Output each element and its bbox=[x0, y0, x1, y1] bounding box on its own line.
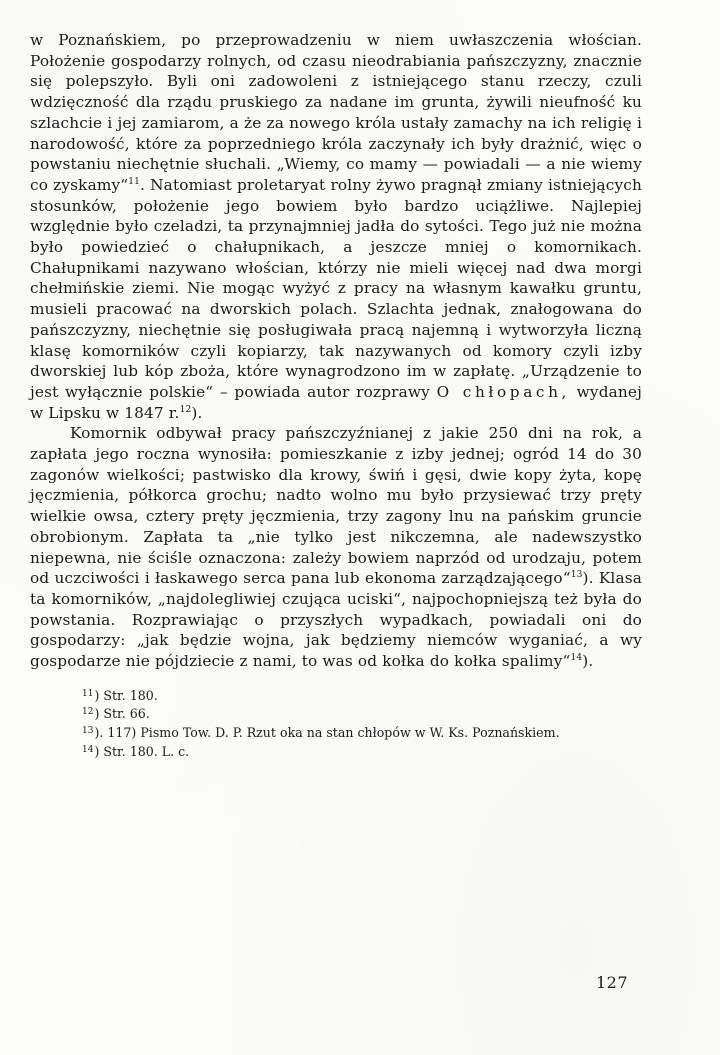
book-title-o-chlopach: O chłopach, bbox=[436, 382, 570, 401]
paragraph-2 bbox=[30, 423, 642, 671]
paragraph-1-text-a: w Poznańskiem, po przeprowadzeniu w niem uwłaszczenia włościan. Położenie gospodarzy rolnych, od czasu nieodrabiania pańszczyzny, znacznie się polepszyło. Byli oni zadowoleni z istniejącego stanu rzeczy, czuli wdzięczność dla rządu pruskiego za nadane im grunta, żywili nieufność ku szlachcie i jej zamiarom, a że za nowego króla ustały zamachy na ich religię i narodowość, które za poprzedniego króla zaczynały ich były drażnić, więc o powstaniu niechętnie słuchali. „Wiemy, co mamy — powiadali — a nie wiemy co zyskamy“ bbox=[30, 31, 642, 194]
footnote-14 bbox=[30, 742, 642, 761]
paragraph-1-text-c: wydanej w Lipsku w 1847 r. bbox=[30, 382, 643, 422]
footnote-text: ) Str. 66. bbox=[94, 706, 150, 722]
footnote-13 bbox=[30, 723, 642, 742]
paragraph-1-text-d: ). bbox=[191, 403, 203, 422]
paragraph-1-text-b: . Natomiast proletaryat rolny żywo pragnął zmiany istniejących stosunków, położenie jego bowiem było bardzo uciążliwe. Najlepiej względnie było czeladzi, ta przynajmniej jadła do sytości. Tego już nie można było powiedzieć o chałupnikach, a jeszcze mniej o komornikach. Chałupnikami nazywano włościan, którzy nie mieli więcej nad dwa morgi chełmińskie ziemi. Nie mogąc wyżyć z pracy na własnym kawałku gruntu, musieli pracować na dworskich polach. Szlachta jednak, znałogowana do pańszczyzny, niechętnie się posługiwała pracą najemną i wytworzyła liczną klasę komorników czyli kopiarzy, tak nazywanych od komory czyli izby dworskiej lub kóp zboża, które wynagrodzono im w zapłatę. „Urządzenie to jest wyłącznie polskie“ – powiada autor rozprawy bbox=[30, 175, 642, 401]
paragraph-2-text-a: Komornik odbywał pracy pańszczyźnianej z jakie 250 dni na rok, a zapłata jego roczna wynosiła: pomieszkanie z izby jednej; ogród 14 do 30 zagonów wielkości; pastwisko dla krowy, świń i gęsi, dwie kopy żyta, kopę jęczmienia, półkorca grochu; nadto wolno mu było przysiewać trzy pręty wielkie owsa, cztery pręty jęczmienia, trzy zagony lnu na pańskim gruncie obrobionym. Zapłata ta „nie tylko jest nikczemna, ale nadewszystko niepewna, nie ściśle oznaczona: zależy bowiem naprzód od urodzaju, potem od uczciwości i łaskawego serca pana lub ekonoma zarządzającego“ bbox=[30, 424, 642, 588]
footnote-text: ) Str. 180. bbox=[94, 687, 158, 703]
paragraph-2-text-c: ). bbox=[582, 652, 594, 671]
footnote-ref-12: 12 bbox=[179, 404, 192, 415]
footnote-number: 14 bbox=[82, 744, 94, 755]
main-text bbox=[30, 30, 642, 672]
paragraph-2-text-b: ). Klasa ta komorników, „najdolegliwiej czująca uciski“, najpochopniejszą też była do powstania. Rozprawiając o przyszłych wypadkach, powiadali oni do gospodarzy: „jak będzie wojna, jak będziemy niemców wyganiać, a wy gospodarze nie pójdziecie z nami, to was od kołka do kołka spalimy“ bbox=[30, 569, 642, 671]
footnote-ref-14: 14 bbox=[570, 653, 583, 664]
footnotes bbox=[30, 686, 642, 760]
footnote-ref-11: 11 bbox=[128, 176, 141, 187]
footnote-ref-13: 13 bbox=[570, 570, 583, 581]
page-number: 127 bbox=[595, 973, 628, 992]
footnote-text: ). 117) Pismo Tow. D. P. Rzut oka na stan chłopów w W. Ks. Poznańskiem. bbox=[94, 724, 560, 740]
footnote-number: 12 bbox=[82, 707, 94, 718]
footnote-number: 11 bbox=[82, 688, 94, 699]
footnote-number: 13 bbox=[82, 725, 94, 736]
footnote-11 bbox=[30, 686, 642, 705]
footnote-12 bbox=[30, 704, 642, 723]
paragraph-1 bbox=[30, 30, 642, 423]
footnote-text: ) Str. 180. L. c. bbox=[94, 743, 190, 759]
